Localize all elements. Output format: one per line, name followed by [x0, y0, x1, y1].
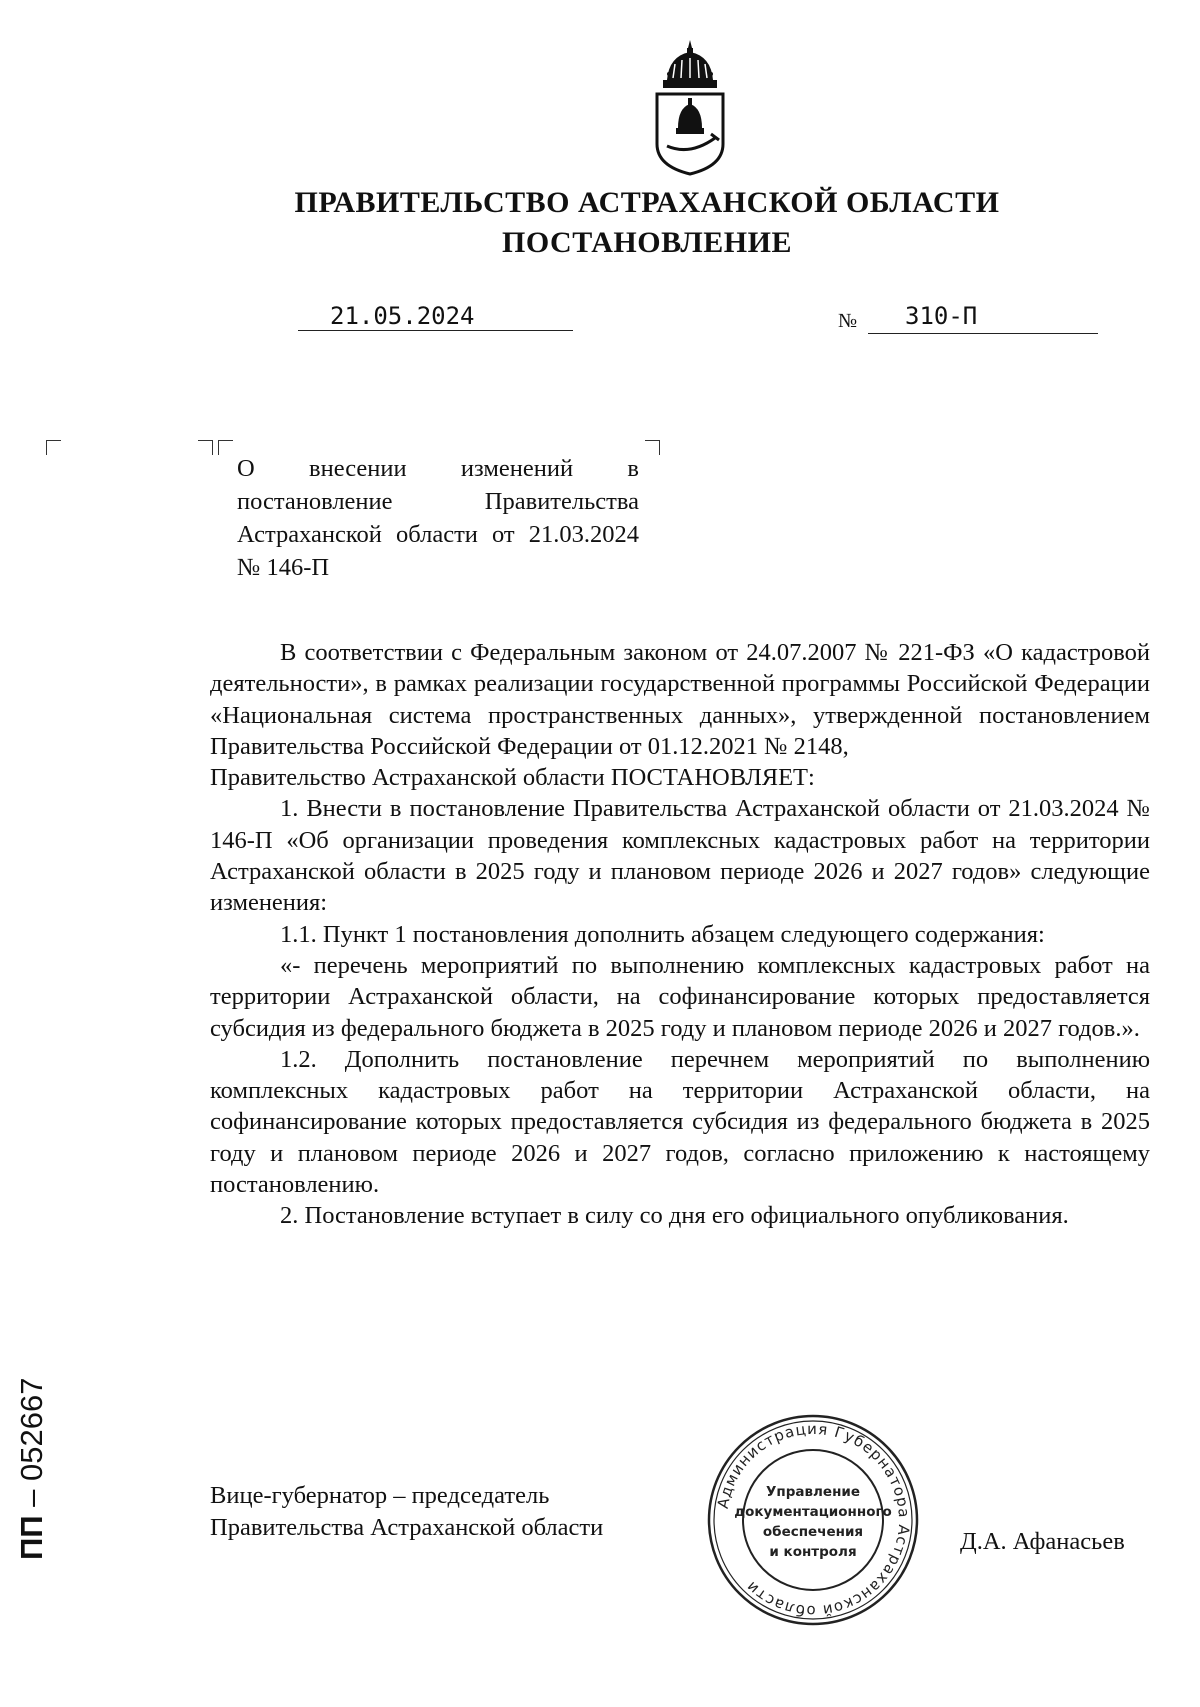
government-name: ПРАВИТЕЛЬСТВО АСТРАХАНСКОЙ ОБЛАСТИ — [294, 186, 1000, 219]
margin-corner-mark — [46, 440, 61, 455]
number-underline — [868, 333, 1098, 334]
document-number: 310-П — [905, 302, 978, 330]
subject-corner-mark — [218, 440, 233, 455]
resolution-clause: Правительство Астраханской области ПОСТАНОВЛЯЕТ: — [210, 764, 815, 792]
document-type: ПОСТАНОВЛЕНИЕ — [502, 226, 792, 259]
form-serial-number — [14, 1360, 54, 1560]
form-serial-prefix: ПП — [14, 1515, 49, 1560]
stamp-inner-line: документационного — [734, 1504, 892, 1520]
body-paragraph: В соответствии с Федеральным законом от 24.07.2007 № 221-ФЗ «О кадастровой деятельности», в рамках реализации государственной программы Российской Федерации «Национальная система пространственных данных», утвержденной постановлением Правительства Российской Федерации от 01.12.2021 № 2148, — [210, 639, 1150, 760]
subject-corner-mark — [198, 440, 213, 455]
document-date: 21.05.2024 — [330, 302, 475, 330]
form-serial-digits: – 052667 — [14, 1377, 49, 1507]
body-paragraph: 1.2. Дополнить постановление перечнем мероприятий по выполнению комплексных кадастровых работ на территории Астраханской области, на софинансирование которых предоставляется субсидия из федерального бюджета в 2025 году и плановом периоде 2026 и 2027 годов, согласно приложению к настоящему постановлению. — [210, 1045, 1150, 1199]
date-underline — [298, 330, 573, 331]
coat-of-arms-emblem — [645, 38, 735, 178]
signatory-name: Д.А. Афанасьев — [960, 1528, 1125, 1555]
body-paragraph: 1. Внести в постановление Правительства Астраханской области от 21.03.2024 № 146-П «Об организации проведения комплексных кадастровых работ на территории Астраханской области в 2025 году и плановом периоде 2026 и 2027 годов» следующие изменения: — [210, 795, 1150, 917]
stamp-inner-line: и контроля — [769, 1544, 857, 1560]
body-paragraph: 2. Постановление вступает в силу со дня его официального опубликования. — [280, 1202, 1069, 1230]
official-stamp — [703, 1410, 923, 1630]
signatory-title-line: Правительства Астраханской области — [210, 1514, 604, 1541]
document-subject: О внесении изменений в постановление Правительства Астраханской области от 21.03.2024 № 146-П — [237, 455, 639, 581]
body-paragraph: «- перечень мероприятий по выполнению комплексных кадастровых работ на территории Астраханской области, на софинансирование которых предоставляется субсидия из федерального бюджета в 2025 году и плановом периоде 2026 и 2027 годов.». — [210, 951, 1150, 1042]
stamp-inner-line: Управление — [765, 1484, 861, 1500]
subject-corner-mark — [645, 440, 660, 455]
stamp-outer-text: Администрация Губернатора Астраханской области — [713, 1419, 914, 1621]
signatory-title-line: Вице-губернатор – председатель — [210, 1482, 550, 1509]
signatory-title — [210, 1480, 603, 1544]
stamp-inner-line: обеспечения — [762, 1524, 864, 1540]
number-sign: № — [838, 310, 858, 332]
body-paragraph: 1.1. Пункт 1 постановления дополнить абзацем следующего содержания: — [280, 920, 1045, 948]
document-body — [210, 637, 1150, 1232]
